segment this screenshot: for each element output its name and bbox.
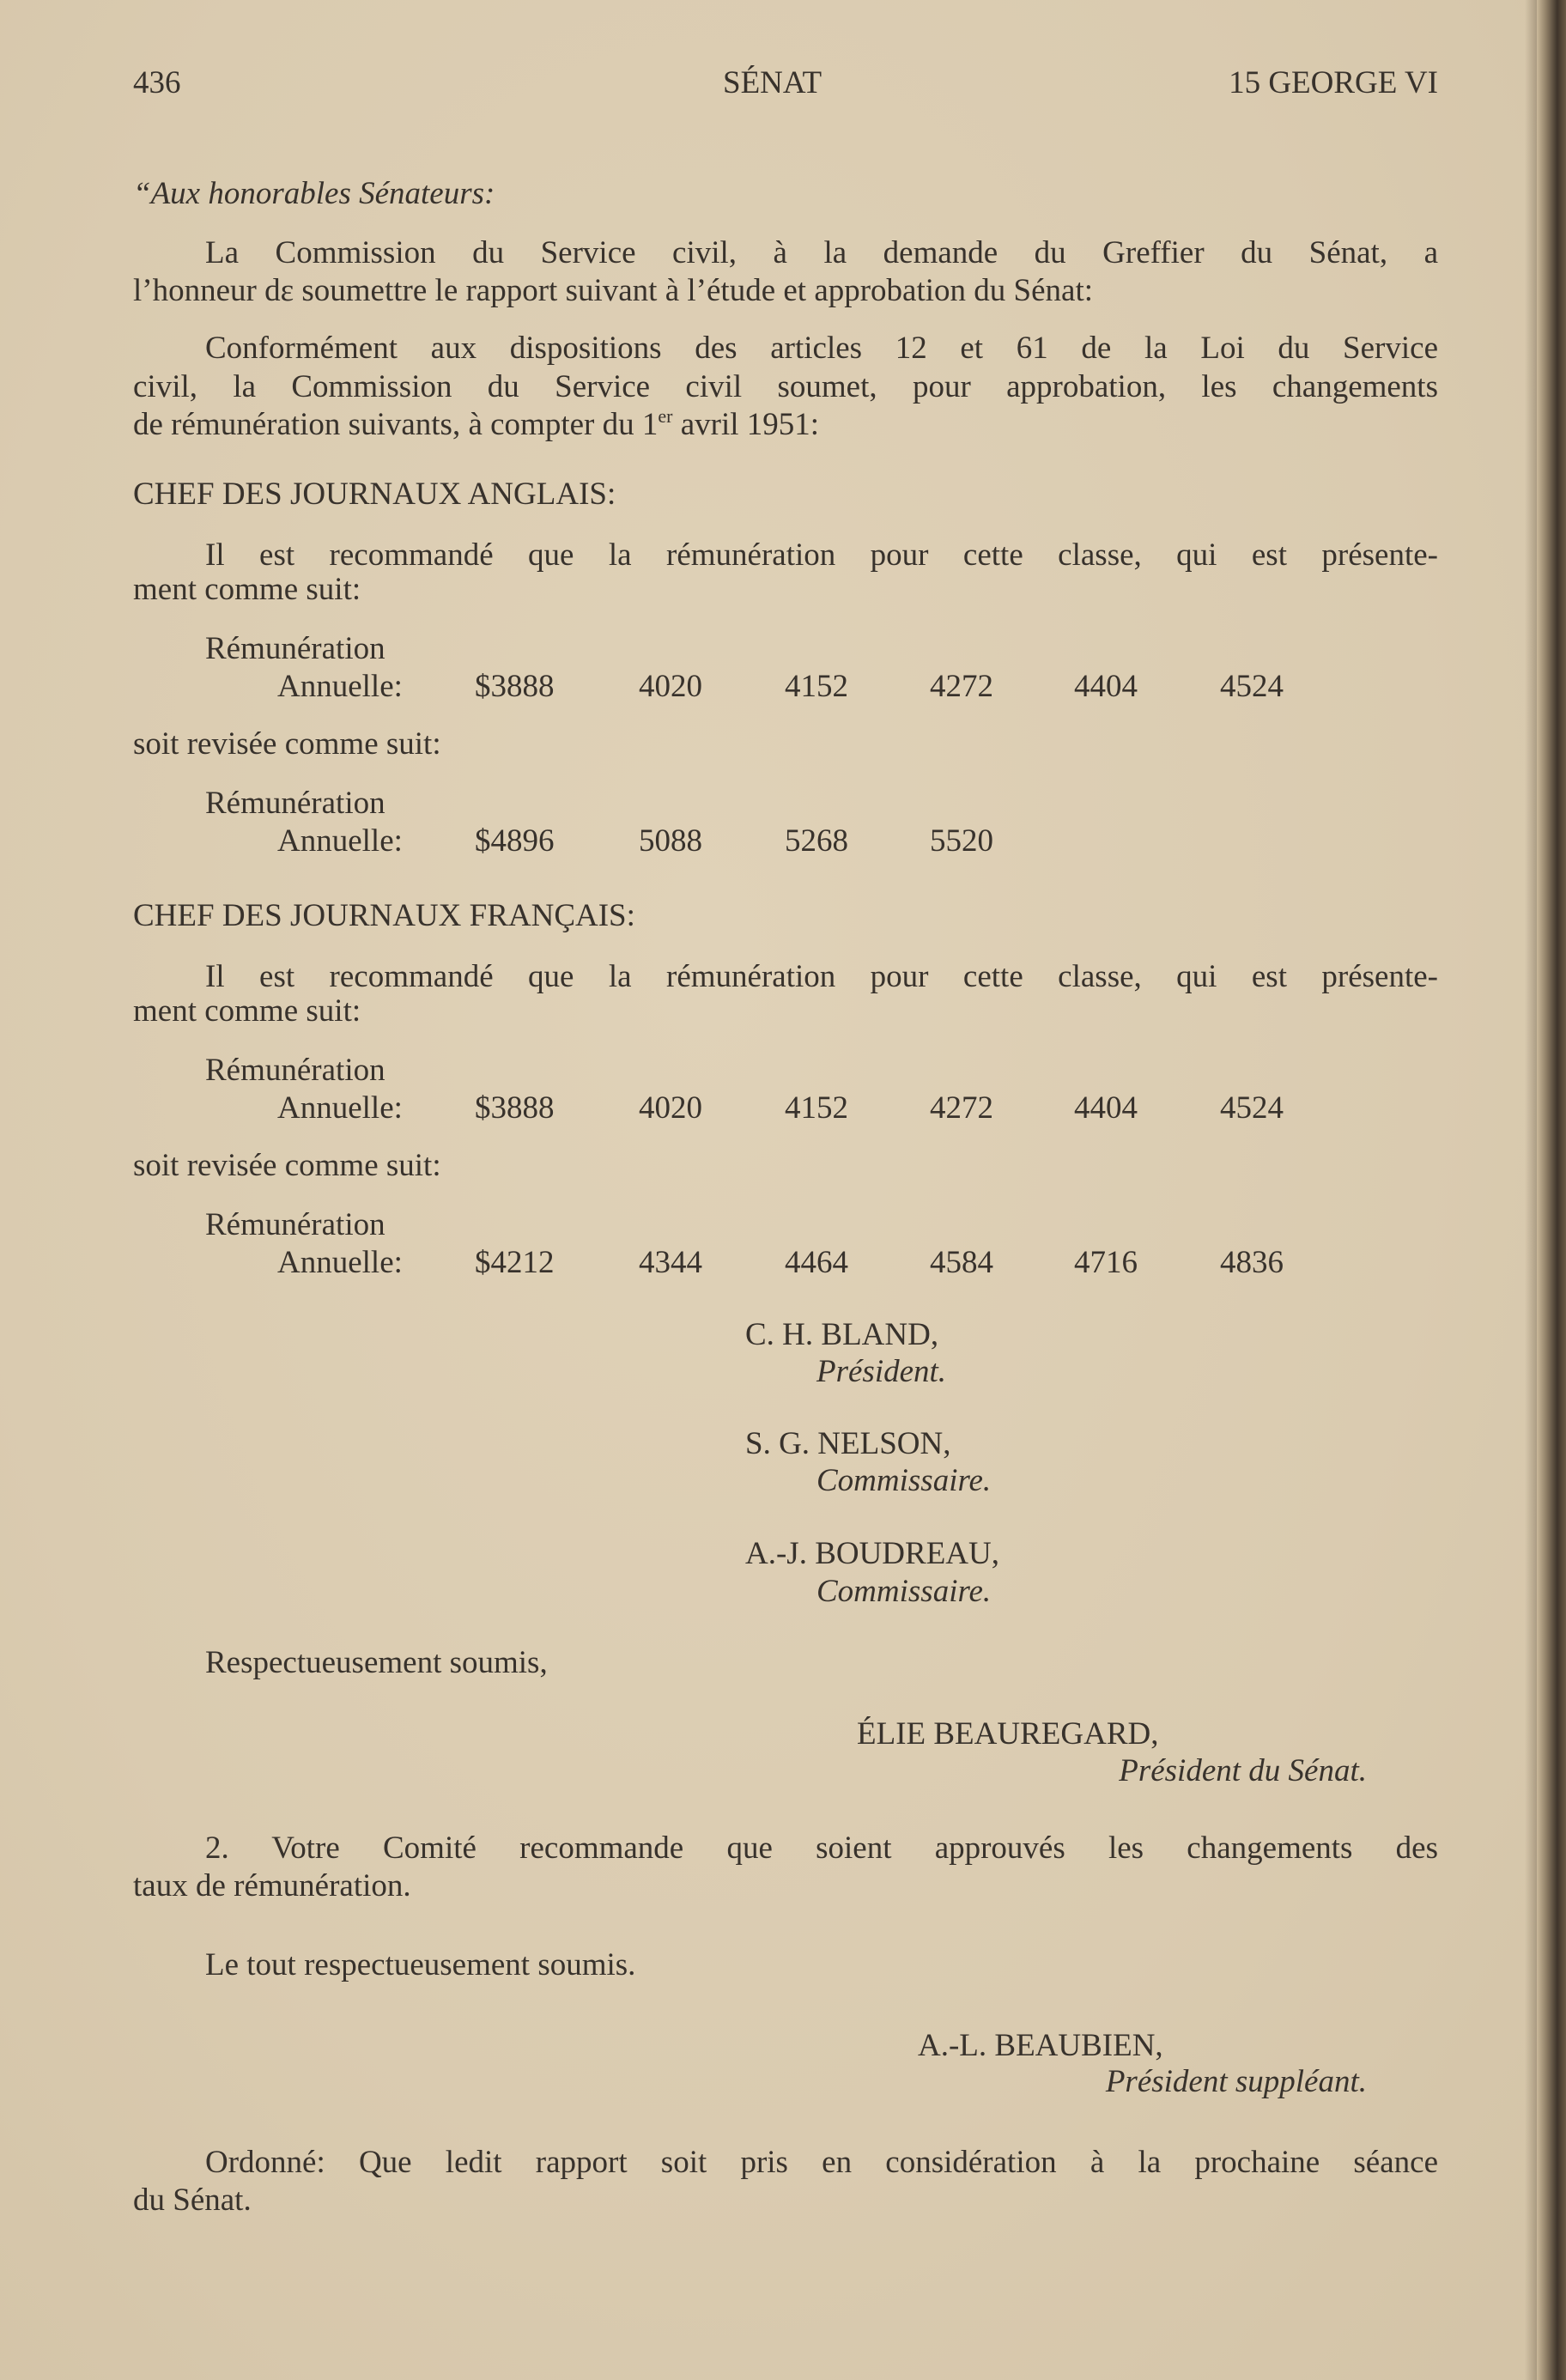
signatory-name: A.-J. BOUDREAU, — [745, 1536, 999, 1571]
paragraph-line: ment comme suit: — [133, 572, 361, 607]
salary-value-current: 4524 — [1220, 669, 1284, 704]
superscript: er — [658, 405, 673, 427]
session-label: 15 GEORGE VI — [1229, 65, 1438, 100]
salary-label: Annuelle: — [277, 823, 403, 859]
respectfully-text: Respectueusement soumis, — [205, 1645, 548, 1680]
paragraph-line: La Commission du Service civil, à la demande du Greffier du Sénat, a — [205, 235, 1438, 270]
salary-value-current: 4152 — [785, 1090, 848, 1126]
president-title: Président du Sénat. — [1119, 1753, 1367, 1788]
section-heading: CHEF DES JOURNAUX FRANÇAIS: — [133, 898, 635, 933]
revised-text: soit revisée comme suit: — [133, 726, 441, 762]
salary-value-current: 4404 — [1074, 669, 1138, 704]
signatory-name: S. G. NELSON, — [745, 1426, 951, 1461]
revised-text: soit revisée comme suit: — [133, 1148, 441, 1183]
paragraph-line: Ordonné: Que ledit rapport soit pris en considération à la prochaine séance — [205, 2145, 1438, 2180]
salary-value-current: 4272 — [930, 669, 993, 704]
salary-value-current: 4524 — [1220, 1090, 1284, 1126]
salary-label: Rémunération — [205, 631, 385, 666]
salary-value-revised: 5520 — [930, 823, 993, 859]
salary-value-revised: 4836 — [1220, 1245, 1284, 1280]
text: avril 1951: — [672, 407, 820, 442]
signatory-title: Commissaire. — [816, 1574, 992, 1609]
paragraph-line: taux de rémunération. — [133, 1868, 411, 1903]
salary-label: Annuelle: — [277, 1245, 403, 1280]
salary-value-current: 4020 — [639, 1090, 702, 1126]
paragraph-line: civil, la Commission du Service civil soumet, pour approbation, les changements — [133, 369, 1438, 404]
paragraph-line: 2. Votre Comité recommande que soient approuvés les changements des — [205, 1831, 1438, 1866]
closing-text: Le tout respectueusement soumis. — [205, 1947, 636, 1982]
salary-value-revised: 4716 — [1074, 1245, 1138, 1280]
paragraph-line: du Sénat. — [133, 2183, 252, 2218]
salary-value-current: $3888 — [475, 1090, 555, 1126]
binding-shadow — [1525, 0, 1537, 2380]
salary-value-revised: 4344 — [639, 1245, 702, 1280]
salutation: “Aux honorables Sénateurs: — [133, 176, 495, 211]
text: de rémunération suivants, à compter du 1 — [133, 407, 659, 442]
signatory-name: C. H. BLAND, — [745, 1317, 939, 1352]
deputy-title: Président suppléant. — [1105, 2064, 1367, 2099]
salary-value-current: 4152 — [785, 669, 848, 704]
signatory-title: Commissaire. — [816, 1463, 992, 1498]
salary-value-revised: $4896 — [475, 823, 555, 859]
president-name: ÉLIE BEAUREGARD, — [857, 1716, 1159, 1752]
salary-value-revised: 5268 — [785, 823, 848, 859]
signatory-title: Président. — [816, 1354, 947, 1389]
running-title: SÉNAT — [723, 65, 822, 100]
paragraph-line: Conformément aux dispositions des articles 12 et 61 de la Loi du Service — [205, 331, 1438, 366]
paragraph-line: Il est recommandé que la rémunération pour cette classe, qui est présente- — [205, 537, 1438, 573]
salary-value-current: 4020 — [639, 669, 702, 704]
salary-value-revised: 4464 — [785, 1245, 848, 1280]
salary-label: Annuelle: — [277, 669, 403, 704]
paragraph-line: Il est recommandé que la rémunération pour cette classe, qui est présente- — [205, 959, 1438, 994]
salary-label: Rémunération — [205, 786, 385, 821]
paragraph-line: ment comme suit: — [133, 993, 361, 1029]
salary-label: Rémunération — [205, 1053, 385, 1088]
salary-value-revised: 5088 — [639, 823, 702, 859]
salary-value-revised: 4584 — [930, 1245, 993, 1280]
deputy-name: A.-L. BEAUBIEN, — [918, 2028, 1163, 2063]
salary-value-current: $3888 — [475, 669, 555, 704]
salary-label: Annuelle: — [277, 1090, 403, 1126]
binding-edge — [1537, 0, 1566, 2380]
paragraph-line: l’honneur dε soumettre le rapport suivant à l’étude et approbation du Sénat: — [133, 273, 1094, 308]
salary-label: Rémunération — [205, 1207, 385, 1242]
section-heading: CHEF DES JOURNAUX ANGLAIS: — [133, 477, 616, 512]
page-number: 436 — [133, 65, 181, 100]
salary-value-current: 4404 — [1074, 1090, 1138, 1126]
salary-value-current: 4272 — [930, 1090, 993, 1126]
paragraph-line — [133, 406, 819, 444]
salary-value-revised: $4212 — [475, 1245, 555, 1280]
